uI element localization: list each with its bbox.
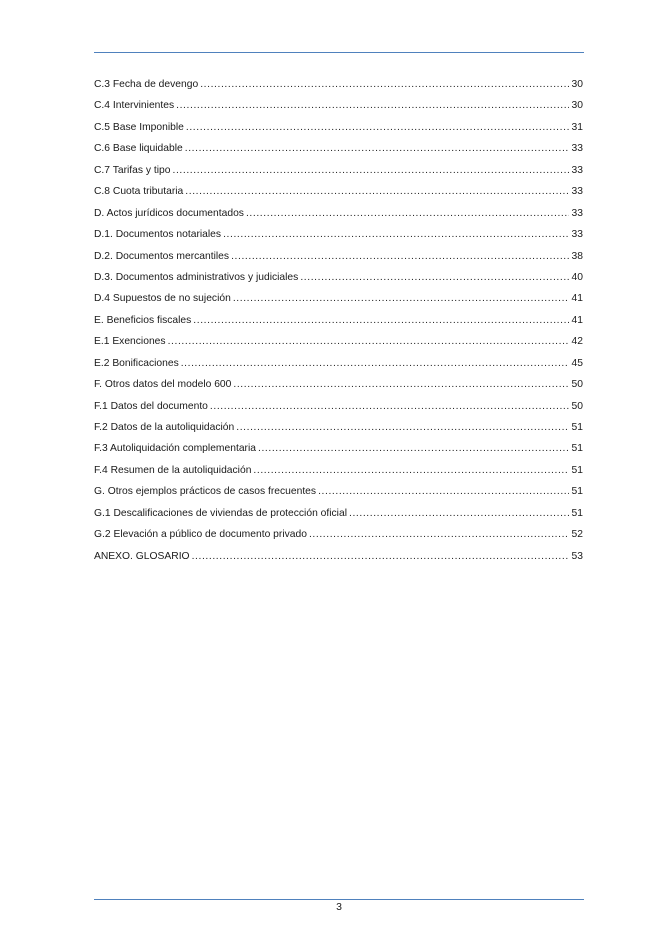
toc-entry[interactable] [94,528,583,549]
toc-dot-leader [200,78,569,92]
toc-entry-page: 42 [571,336,583,348]
toc-entry-page: 51 [571,443,583,455]
toc-entry-page: 52 [571,529,583,541]
toc-entry-page: 51 [571,422,583,433]
toc-entry-page: 50 [571,379,583,391]
toc-dot-leader [309,528,569,542]
toc-entry-title: F. Otros datos del modelo 600 [94,379,232,391]
toc-entry-page: 51 [571,486,583,498]
toc-dot-leader [258,442,569,456]
toc-entry-title: C.3 Fecha de devengo [94,79,199,90]
toc-entry-page: 38 [571,250,583,262]
toc-entry-title: F.3 Autoliquidación complementaria [94,443,256,455]
toc-entry-title: E. Beneficios fiscales [94,314,192,326]
toc-entry[interactable] [94,485,583,506]
toc-entry-title: C.7 Tarifas y tipo [94,164,171,176]
toc-dot-leader [300,271,569,285]
toc-entry-title: F.1 Datos del documento [94,400,208,412]
toc-entry-title: C.8 Cuota tributaria [94,186,184,198]
toc-dot-leader [349,507,569,521]
toc-entry[interactable] [94,550,583,571]
toc-entry-title: C.5 Base Imponible [94,121,184,133]
toc-dot-leader [173,164,570,178]
toc-entry[interactable] [94,400,583,421]
toc-entry-title: D. Actos jurídicos documentados [94,207,244,219]
toc-dot-leader [193,314,569,328]
toc-dot-leader [253,464,569,478]
toc-entry-page: 33 [571,207,583,219]
toc-entry-title: G.2 Elevación a público de documento privado [94,529,307,541]
toc-dot-leader [236,421,569,435]
toc-entry[interactable] [94,121,583,142]
toc-dot-leader [231,250,569,264]
toc-entry-title: F.2 Datos de la autoliquidación [94,422,235,433]
toc-entry[interactable] [94,185,583,206]
toc-entry-title: ANEXO. GLOSARIO [94,550,190,562]
toc-dot-leader [233,292,569,306]
toc-entry-title: F.4 Resumen de la autoliquidación [94,464,252,476]
toc-entry-page: 30 [571,100,583,112]
toc-dot-leader [223,228,569,242]
toc-entry-title: D.1. Documentos notariales [94,229,222,241]
toc-entry[interactable] [94,250,583,271]
toc-dot-leader [181,357,569,371]
toc-entry-page: 33 [571,164,583,176]
toc-entry-title: E.2 Bonificaciones [94,357,179,369]
toc-entry-page: 45 [571,357,583,369]
toc-entry-title: G. Otros ejemplos prácticos de casos frecuentes [94,486,317,498]
toc-entry-page: 50 [571,400,583,412]
toc-entry[interactable] [94,314,583,335]
toc-dot-leader [185,142,569,156]
toc-dot-leader [176,99,569,113]
toc-entry-page: 41 [571,314,583,326]
toc-entry[interactable] [94,442,583,463]
toc-entry[interactable] [94,292,583,313]
toc-entry-page: 33 [571,229,583,241]
toc-entry[interactable] [94,421,583,442]
toc-dot-leader [246,207,569,221]
toc-entry[interactable] [94,464,583,485]
toc-entry-page: 31 [571,121,583,133]
footer-rule [94,899,584,900]
toc-entry-page: 30 [571,79,583,90]
toc-entry-page: 33 [571,186,583,198]
table-of-contents [94,78,583,571]
toc-dot-leader [233,378,569,392]
toc-entry-page: 53 [571,550,583,562]
header-rule [94,52,584,53]
toc-entry-title: D.2. Documentos mercantiles [94,250,230,262]
toc-entry-title: D.4 Supuestos de no sujeción [94,293,231,305]
toc-dot-leader [186,121,569,135]
toc-entry-page: 33 [571,143,583,155]
toc-dot-leader [168,335,569,349]
toc-dot-leader [192,550,569,564]
toc-entry-title: E.1 Exenciones [94,336,166,348]
toc-entry-title: G.1 Descalificaciones de viviendas de protección oficial [94,507,347,519]
toc-entry[interactable] [94,507,583,528]
toc-entry[interactable] [94,378,583,399]
toc-entry-page: 51 [571,464,583,476]
toc-entry-title: C.6 Base liquidable [94,143,183,155]
toc-entry-title: C.4 Intervinientes [94,100,175,112]
toc-entry[interactable] [94,78,583,99]
toc-entry-page: 40 [571,271,583,283]
toc-dot-leader [318,485,569,499]
toc-dot-leader [185,185,569,199]
toc-entry[interactable] [94,207,583,228]
toc-entry[interactable] [94,228,583,249]
toc-dot-leader [210,400,569,414]
toc-entry[interactable] [94,164,583,185]
toc-entry-title: D.3. Documentos administrativos y judiciales [94,271,299,283]
toc-entry[interactable] [94,142,583,163]
toc-entry-page: 41 [571,293,583,305]
page-number: 3 [336,901,342,913]
toc-entry[interactable] [94,99,583,120]
toc-entry-page: 51 [571,507,583,519]
toc-entry[interactable] [94,271,583,292]
toc-entry[interactable] [94,357,583,378]
toc-entry[interactable] [94,335,583,356]
